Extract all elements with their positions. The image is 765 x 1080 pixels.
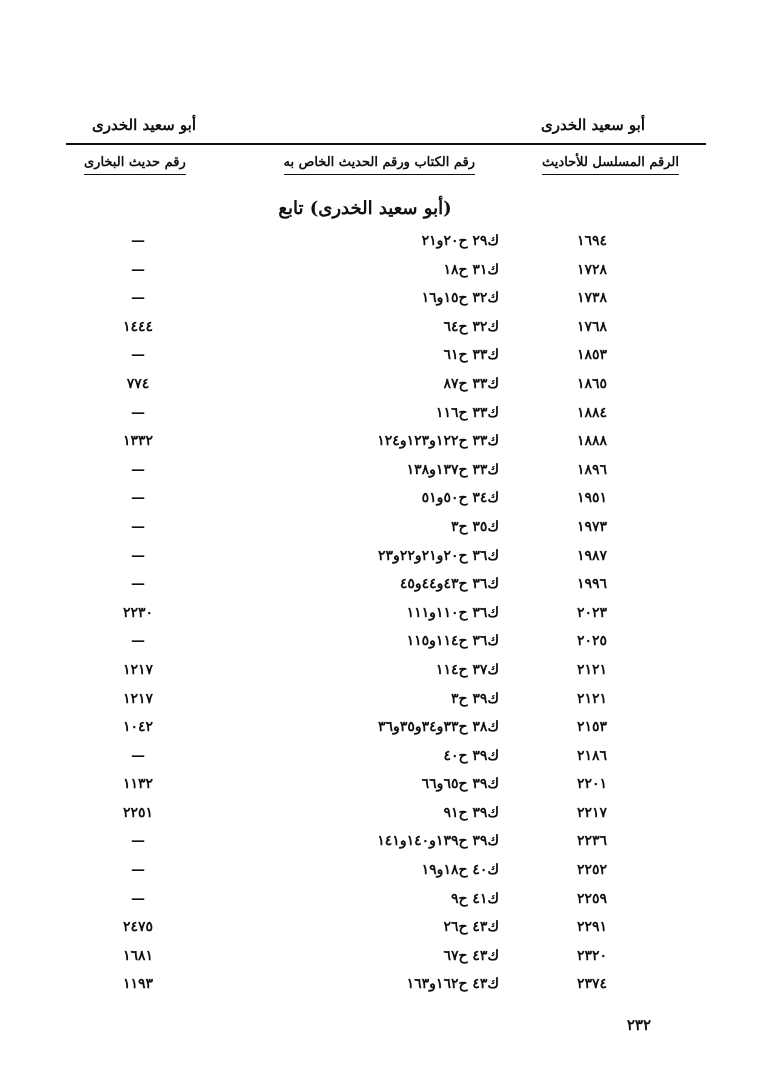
book-hadith-cell: ك٤٣ ح٢٦ [443,919,499,936]
serial-cell: ١٧٣٨ [577,290,608,307]
serial-cell: ٢٢٩١ [577,919,608,936]
table-row [0,344,765,373]
book-hadith-cell: ك٣٦ ح١١٤و١١٥ [406,633,499,650]
bukhari-cell: ٢٤٧٥ [122,919,154,936]
book-hadith-cell: ك٤٣ ح٦٧ [443,947,499,964]
table-row [0,287,765,316]
book-hadith-cell: ك٣٦ ح٤٣و٤٤و٤٥ [399,576,499,593]
table-row [0,916,765,945]
table-row [0,430,765,459]
book-hadith-cell: ك٤٣ ح١٦٢و١٦٣ [406,976,499,993]
serial-cell: ١٧٢٨ [577,261,608,278]
bukhari-cell: — [131,261,145,278]
table-row [0,230,765,259]
bukhari-cell: — [131,490,145,507]
book-hadith-cell: ك٣٩ ح٣ [450,690,499,707]
table-row [0,602,765,631]
bukhari-cell: ١١٣٢ [122,776,154,793]
book-hadith-cell: ك٣٩ ح٩١ [443,804,499,821]
book-hadith-cell: ك٣٣ ح٨٧ [443,375,499,392]
serial-cell: ٢١٨٦ [577,747,608,764]
book-hadith-cell: ك٣٢ ح٦٤ [443,318,499,335]
serial-cell: ٢١٢١ [577,690,608,707]
book-hadith-cell: ك٣٩ ح١٣٩و١٤٠و١٤١ [377,833,499,850]
table-row [0,459,765,488]
book-hadith-cell: ك٣٨ ح٣٣و٣٤و٣٥و٣٦ [378,719,499,736]
serial-cell: ١٨٨٨ [577,433,608,450]
serial-cell: ١٨٥٣ [577,347,608,364]
table-row [0,945,765,974]
book-hadith-cell: ك٤١ ح٩ [450,890,499,907]
table-row [0,259,765,288]
serial-cell: ٢٢٣٦ [577,833,608,850]
serial-cell: ١٨٨٤ [577,404,608,421]
bukhari-cell: ١٣٣٢ [122,433,154,450]
table-row [0,802,765,831]
bukhari-cell: ٢٢٣٠ [122,604,154,621]
book-hadith-cell: ك٣٧ ح١١٤ [435,661,499,678]
table-row [0,516,765,545]
serial-cell: ٢٣٧٤ [577,976,608,993]
book-hadith-cell: ك٣٩ ح٤٠ [443,747,499,764]
bukhari-cell: — [131,518,145,535]
table-row [0,745,765,774]
bukhari-cell: — [131,290,145,307]
bukhari-cell: — [131,747,145,764]
bukhari-cell: ١٢١٧ [122,690,154,707]
bukhari-cell: ١٢١٧ [122,661,154,678]
bukhari-cell: — [131,461,145,478]
book-hadith-cell: ك٤٠ ح١٨و١٩ [421,862,499,879]
hadith-table [0,230,765,1002]
bukhari-cell: ٢٢٥١ [122,804,154,821]
table-row [0,688,765,717]
book-hadith-cell: ك٣٣ ح١٢٢و١٢٣و١٢٤ [377,433,499,450]
table-row [0,830,765,859]
bukhari-cell: ١١٩٣ [122,976,154,993]
running-header-right: أبو سعيد الخدرى [540,116,645,134]
table-row [0,630,765,659]
bukhari-cell: — [131,404,145,421]
book-hadith-cell: ك٣٤ ح٥٠و٥١ [421,490,499,507]
serial-cell: ٢١٥٣ [577,719,608,736]
serial-cell: ٢١٢١ [577,661,608,678]
serial-cell: ٢٠٢٣ [577,604,608,621]
table-row [0,859,765,888]
book-hadith-cell: ك٢٩ ح٢٠و٢١ [421,233,499,249]
serial-cell: ١٩٩٦ [577,576,608,593]
column-header-serial: الرقم المسلسل للأحاديث [542,155,679,175]
serial-cell: ٢٠٢٥ [577,633,608,650]
book-hadith-cell: ك٣٥ ح٣ [450,518,499,535]
serial-cell: ٢٢١٧ [577,804,608,821]
table-row [0,373,765,402]
table-row [0,316,765,345]
table-row [0,402,765,431]
serial-cell: ١٦٩٤ [577,233,608,249]
table-row [0,659,765,688]
section-heading: (أبو سعيد الخدرى) تابع [278,198,452,219]
bukhari-cell: — [131,347,145,364]
book-hadith-cell: ك٣٦ ح١١٠و١١١ [406,604,499,621]
bukhari-cell: — [131,633,145,650]
header-rule [66,143,706,145]
bukhari-cell: ١٦٨١ [122,947,154,964]
book-hadith-cell: ك٣٢ ح١٥و١٦ [421,290,499,307]
serial-cell: ٢٢٥٩ [577,890,608,907]
bukhari-cell: — [131,862,145,879]
table-row [0,888,765,917]
serial-cell: ١٨٦٥ [577,375,608,392]
serial-cell: ٢٢٥٢ [577,862,608,879]
bukhari-cell: ٧٧٤ [126,375,150,392]
bukhari-cell: — [131,890,145,907]
table-row [0,716,765,745]
book-hadith-cell: ك٣٩ ح٦٥و٦٦ [421,776,499,793]
book-hadith-cell: ك٣٣ ح١٣٧و١٣٨ [406,461,499,478]
column-header-book-hadith: رقم الكتاب ورقم الحديث الخاص به [284,155,475,175]
running-header-left: أبو سعيد الخدرى [92,116,197,134]
table-row [0,573,765,602]
column-header-bukhari: رقم حديث البخارى [84,155,186,175]
serial-cell: ٢٢٠١ [577,776,608,793]
bukhari-cell: ١٠٤٢ [122,719,154,736]
bukhari-cell: — [131,233,145,249]
table-row [0,487,765,516]
serial-cell: ١٩٧٣ [577,518,608,535]
bukhari-cell: — [131,547,145,564]
table-row [0,545,765,574]
serial-cell: ٢٣٢٠ [577,947,608,964]
serial-cell: ١٩٨٧ [577,547,608,564]
serial-cell: ١٨٩٦ [577,461,608,478]
bukhari-cell: ١٤٤٤ [122,318,154,335]
page-number: ٢٣٢ [626,1016,651,1034]
book-hadith-cell: ك٣١ ح١٨ [443,261,499,278]
serial-cell: ١٧٦٨ [577,318,608,335]
table-row [0,973,765,1002]
table-row [0,773,765,802]
serial-cell: ١٩٥١ [577,490,608,507]
bukhari-cell: — [131,833,145,850]
book-hadith-cell: ك٣٣ ح٦١ [443,347,499,364]
book-hadith-cell: ك٣٣ ح١١٦ [435,404,499,421]
book-hadith-cell: ك٣٦ ح٢٠و٢١و٢٢و٢٣ [378,547,499,564]
bukhari-cell: — [131,576,145,593]
